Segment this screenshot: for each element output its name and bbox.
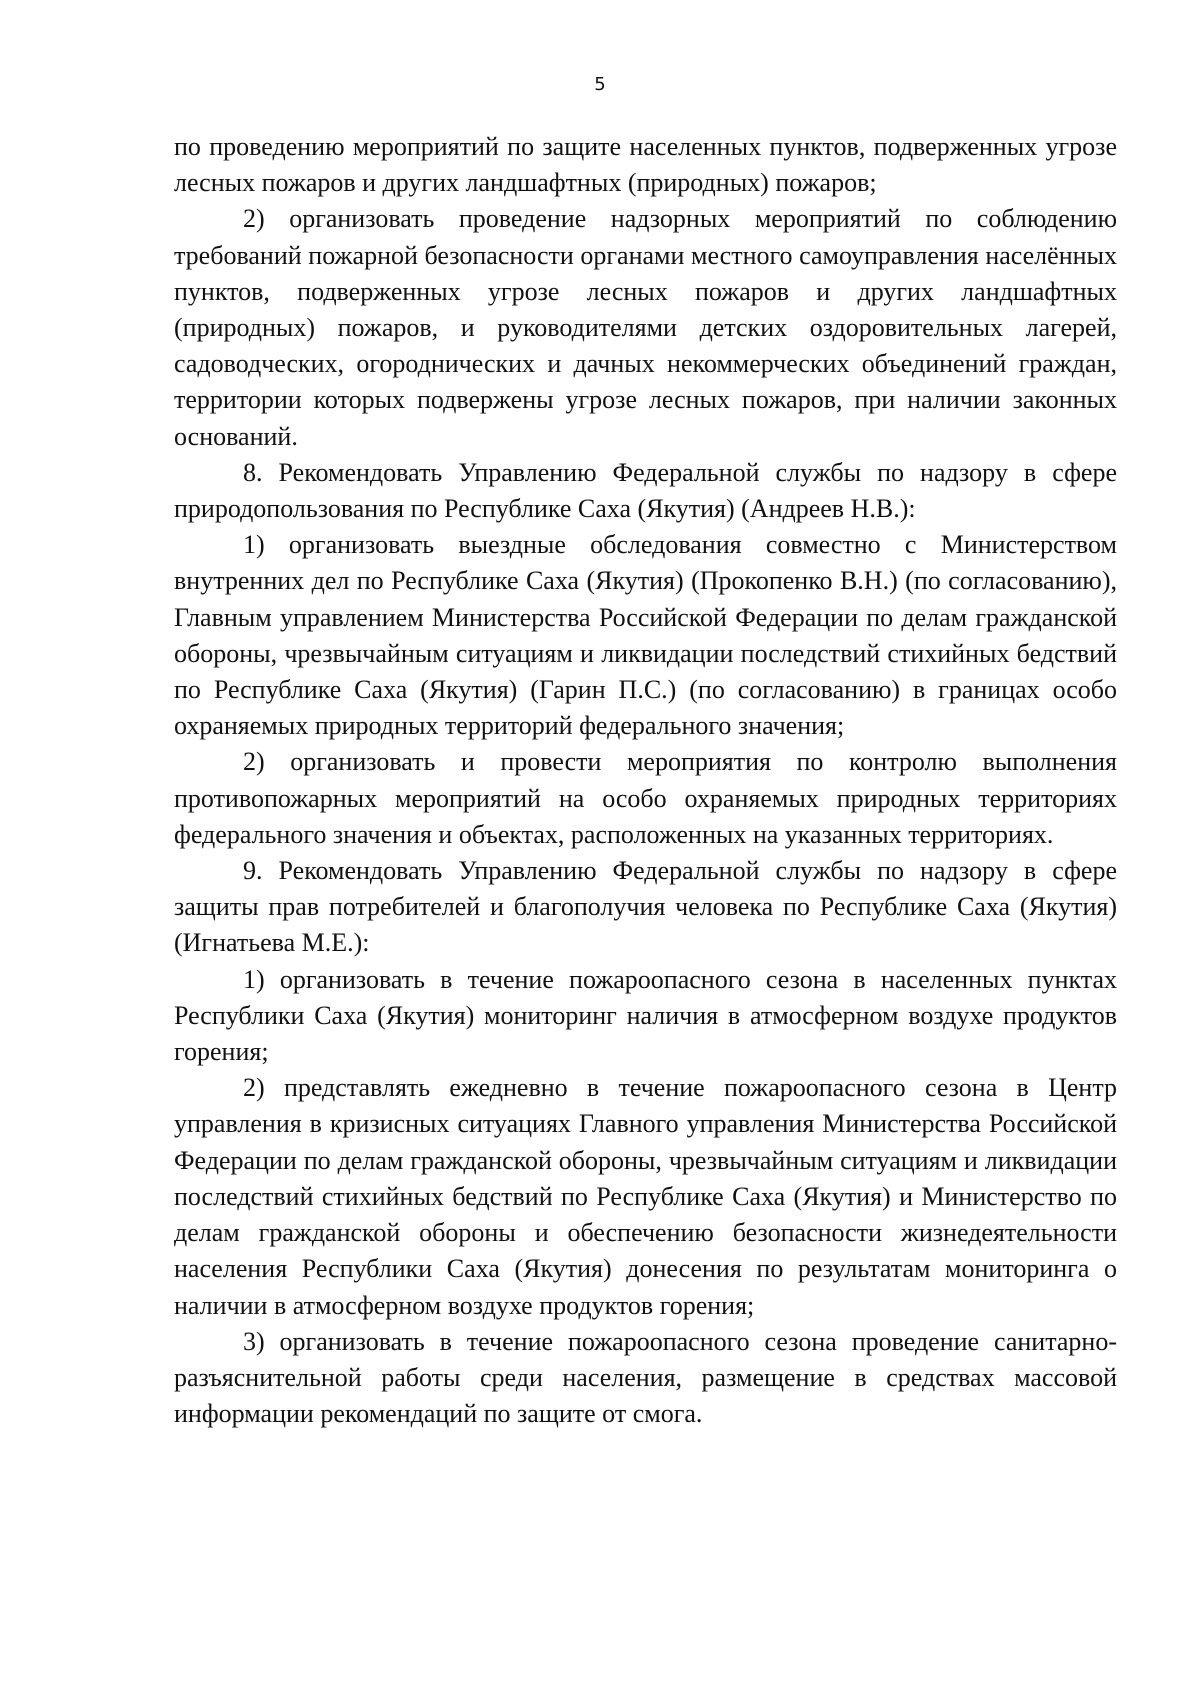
paragraph-item-9-2: 2) представлять ежедневно в течение пожароопасного сезона в Центр управления в кризисных ситуациях Главного управления Министерства Российской Федерации по делам гражданской обороны, чрезвычайным ситуациям и ликвидации последствий стихийных бедствий по Республике Саха (Якутия) и Министерство по делам гражданской обороны и обеспечению безопасности жизнедеятельности населения Республики Саха (Якутия) донесения по результатам мониторинга о наличии в атмосферном воздухе продуктов горения; [174,1073,1117,1320]
document-body [174,129,1117,1432]
paragraph-item-7-2: 2) организовать проведение надзорных мероприятий по соблюдению требований пожарной безопасности органами местного самоуправления населённых пунктов, подверженных угрозе лесных пожаров и других ландшафтных (природных) пожаров, и руководителями детских оздоровительных лагерей, садоводческих, огороднических и дачных некоммерческих объединений граждан, территории которых подвержены угрозе лесных пожаров, при наличии законных оснований. [174,204,1117,451]
paragraph-section-9: 9. Рекомендовать Управлению Федеральной службы по надзору в сфере защиты прав потребителей и благополучия человека по Республике Саха (Якутия) (Игнатьева М.Е.): [174,856,1117,958]
paragraph-item-9-1: 1) организовать в течение пожароопасного сезона в населенных пунктах Республики Саха (Якутия) мониторинг наличия в атмосферном воздухе продуктов горения; [174,964,1117,1067]
paragraph-item-8-2: 2) организовать и провести мероприятия по контролю выполнения противопожарных мероприятий на особо охраняемых природных территориях федерального значения и объектах, расположенных на указанных территориях. [174,747,1117,849]
paragraph-section-8: 8. Рекомендовать Управлению Федеральной службы по надзору в сфере природопользования по Республике Саха (Якутия) (Андреев Н.В.): [174,457,1117,524]
paragraph-item-8-1: 1) организовать выездные обследования совместно с Министерством внутренних дел по Республике Саха (Якутия) (Прокопенко В.Н.) (по согласованию), Главным управлением Министерства Российской Федерации по делам гражданской обороны, чрезвычайным ситуациям и ликвидации последствий стихийных бедствий по Республике Саха (Якутия) (Гарин П.С.) (по согласованию) в границах особо охраняемых природных территорий федерального значения; [174,530,1117,741]
page-number: 5 [594,74,606,95]
paragraph-continuation: по проведению мероприятий по защите населенных пунктов, подверженных угрозе лесных пожаров и других ландшафтных (природных) пожаров; [174,132,1117,198]
paragraph-item-9-3: 3) организовать в течение пожароопасного сезона проведение санитарно-разъяснительной работы среди населения, размещение в средствах массовой информации рекомендаций по защите от смога. [174,1326,1117,1429]
